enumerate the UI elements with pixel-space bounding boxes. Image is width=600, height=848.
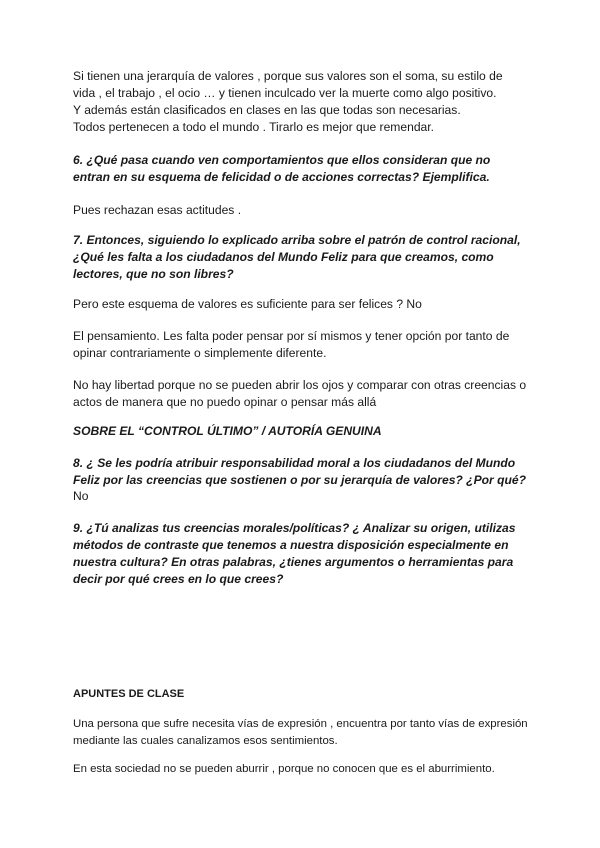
answer-7-freedom: No hay libertad porque no se pueden abrir los ojos y comparar con otras creencias o actos de manera que no puedo opinar o pensar más allá xyxy=(73,378,527,409)
paragraph-answer-5: Si tienen una jerarquía de valores , porque sus valores son el soma, su estilo de vida , el trabajo , el ocio … y tienen inculcado ver la muerte como algo positivo. Y además están clasificados en clases en las que todas son necesarias. Todos pertenecen a todo el mundo . Tirarlo es mejor que remendar. xyxy=(73,69,503,134)
answer-7-thought: El pensamiento. Les falta poder pensar por sí mismos y tener opción por tanto de opinar contrariamente o simplemente diferente. xyxy=(73,329,510,360)
notes-paragraph-2: En esta sociedad no se pueden aburrir , porque no conocen que es el aburrimiento. xyxy=(73,763,495,775)
question-8: 8. ¿ Se les podría atribuir responsabilidad moral a los ciudadanos del Mundo Feliz por las creencias que sostienen o por su jerarquía de valores? ¿Por qué? xyxy=(73,456,526,487)
section-heading: SOBRE EL “CONTROL ÚLTIMO” / AUTORÍA GENUINA xyxy=(73,424,382,438)
answer-6: Pues rechazan esas actitudes . xyxy=(73,203,242,217)
answer-8: No xyxy=(73,489,89,503)
answer-7-line: Pero este esquema de valores es suficiente para ser felices ? No xyxy=(73,297,422,311)
question-9: 9. ¿Tú analizas tus creencias morales/políticas? ¿ Analizar su origen, utilizas métodos de contraste que tenemos a nuestra disposición especialmente en nuestra cultura? En otras palabras, ¿tienes argumentos o herramientas para decir por qué crees en lo que crees? xyxy=(73,521,516,586)
question-6: 6. ¿Qué pasa cuando ven comportamientos que ellos consideran que no entran en su esquema de felicidad o de acciones correctas? Ejemplifica. xyxy=(73,153,491,184)
notes-paragraph-1: Una persona que sufre necesita vías de expresión , encuentra por tanto vías de expresión mediante las cuales canalizamos esos sentimientos. xyxy=(73,718,528,747)
notes-heading: APUNTES DE CLASE xyxy=(73,688,185,700)
question-7: 7. Entonces, siguiendo lo explicado arriba sobre el patrón de control racional, ¿Qué les falta a los ciudadanos del Mundo Feliz para que creamos, como lectores, que no son libres? xyxy=(73,233,521,281)
